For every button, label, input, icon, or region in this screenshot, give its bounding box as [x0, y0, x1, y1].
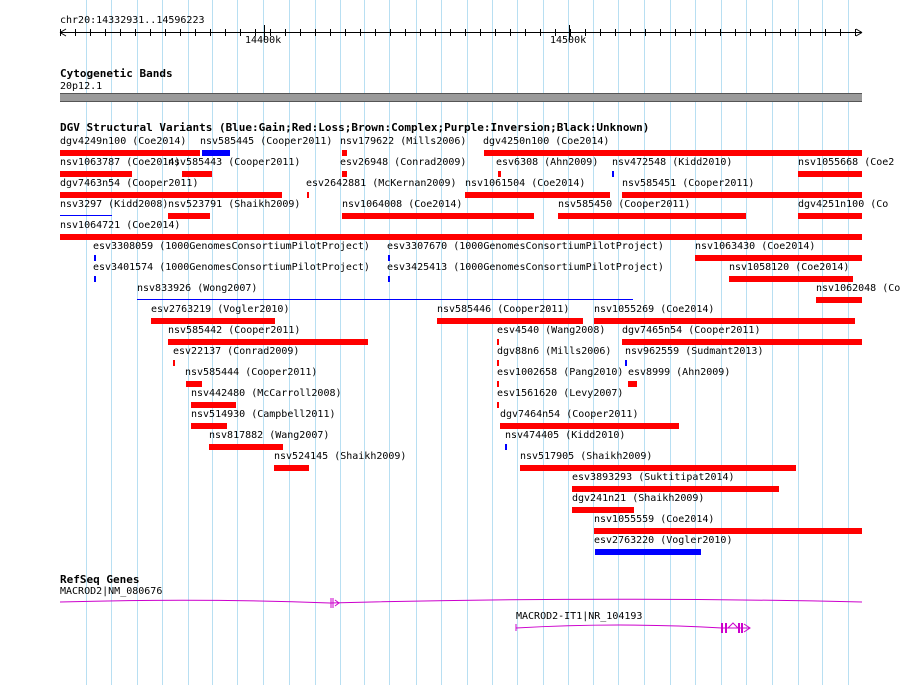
variant-label[interactable]: nsv179622 (Mills2006) — [340, 136, 467, 147]
variant-bar-loss[interactable] — [484, 150, 862, 156]
variant-label[interactable]: nsv1062048 (Co — [816, 283, 900, 294]
variant-label[interactable]: esv26948 (Conrad2009) — [340, 157, 467, 168]
variant-label[interactable]: nsv585443 (Cooper2011) — [168, 157, 301, 168]
variant-label[interactable]: nsv1063430 (Coe2014) — [695, 241, 816, 252]
variant-label[interactable]: nsv1063787 (Coe2014) — [60, 157, 181, 168]
variant-label[interactable]: dgv88n6 (Mills2006) — [497, 346, 612, 357]
variant-bar-loss[interactable] — [465, 192, 610, 198]
variant-label[interactable]: esv3307670 (1000GenomesConsortiumPilotProject) — [387, 241, 664, 252]
variant-label[interactable]: dgv7464n54 (Cooper2011) — [500, 409, 639, 420]
variant-bar-loss[interactable] — [209, 444, 283, 450]
variant-label[interactable]: esv3308059 (1000GenomesConsortiumPilotProject) — [93, 241, 370, 252]
variant-bar-loss[interactable] — [594, 528, 862, 534]
variant-label[interactable]: nsv585451 (Cooper2011) — [622, 178, 755, 189]
variant-label[interactable]: nsv517905 (Shaikh2009) — [520, 451, 653, 462]
variant-bar-loss[interactable] — [342, 150, 347, 156]
cytoband-label: 20p12.1 — [60, 81, 103, 92]
variant-bar-gain[interactable] — [94, 255, 96, 261]
variant-bar-loss[interactable] — [60, 150, 200, 156]
variant-label[interactable]: dgv4249n100 (Coe2014) — [60, 136, 187, 147]
variant-bar-loss[interactable] — [520, 465, 796, 471]
variant-label[interactable]: esv3893293 (Suktitipat2014) — [572, 472, 735, 483]
variant-label[interactable]: esv6308 (Ahn2009) — [496, 157, 599, 168]
variant-label[interactable]: dgv4250n100 (Coe2014) — [483, 136, 610, 147]
variant-bar-loss[interactable] — [622, 339, 862, 345]
variant-bar-gain[interactable] — [202, 150, 230, 156]
variant-label[interactable]: nsv585450 (Cooper2011) — [558, 199, 691, 210]
cytoband-bar[interactable] — [60, 93, 862, 102]
variant-label[interactable]: nsv817882 (Wang2007) — [209, 430, 330, 441]
gene-label: MACROD2|NM_080676 — [60, 586, 163, 597]
variant-bar-loss[interactable] — [342, 171, 347, 177]
variant-label[interactable]: nsv833926 (Wong2007) — [137, 283, 258, 294]
variant-label[interactable]: nsv962559 (Sudmant2013) — [625, 346, 764, 357]
variant-label[interactable]: nsv1064721 (Coe2014) — [60, 220, 181, 231]
variant-label[interactable]: esv1561620 (Levy2007) — [497, 388, 624, 399]
refseq-track-title: RefSeq Genes — [60, 573, 140, 586]
location-label: chr20:14332931..14596223 — [60, 15, 205, 26]
variant-bar-loss[interactable] — [497, 339, 499, 345]
variant-label[interactable]: esv2763220 (Vogler2010) — [594, 535, 733, 546]
variant-bar-loss[interactable] — [498, 171, 501, 177]
variant-bar-loss[interactable] — [594, 318, 855, 324]
variant-bar-loss[interactable] — [497, 381, 499, 387]
variant-label[interactable]: nsv585446 (Cooper2011) — [437, 304, 570, 315]
variant-bar-loss[interactable] — [622, 192, 862, 198]
variant-label[interactable]: nsv1055559 (Coe2014) — [594, 514, 715, 525]
variant-bar-gain[interactable] — [625, 360, 627, 366]
ruler-tick-label: 14400k — [245, 35, 282, 46]
variant-bar-loss[interactable] — [191, 402, 236, 408]
variant-bar-loss[interactable] — [60, 234, 862, 240]
variant-label[interactable]: esv3401574 (1000GenomesConsortiumPilotProject) — [93, 262, 370, 273]
variant-bar-loss[interactable] — [151, 318, 275, 324]
variant-bar-loss[interactable] — [173, 360, 175, 366]
variant-bar-loss[interactable] — [307, 192, 309, 198]
variant-label[interactable]: dgv4251n100 (Co — [798, 199, 889, 210]
variant-label[interactable]: nsv524145 (Shaikh2009) — [274, 451, 407, 462]
variant-label[interactable]: nsv523791 (Shaikh2009) — [168, 199, 301, 210]
variant-bar-loss[interactable] — [500, 423, 679, 429]
variant-label[interactable]: dgv241n21 (Shaikh2009) — [572, 493, 705, 504]
variant-bar-loss[interactable] — [191, 423, 227, 429]
variant-label[interactable]: nsv442480 (McCarroll2008) — [191, 388, 342, 399]
variant-bar-loss[interactable] — [437, 318, 583, 324]
variant-bar-loss[interactable] — [168, 339, 368, 345]
variant-label[interactable]: nsv1061504 (Coe2014) — [465, 178, 586, 189]
variant-bar-gain[interactable] — [595, 549, 701, 555]
variant-bar-loss[interactable] — [60, 192, 282, 198]
variant-bar-loss[interactable] — [798, 213, 862, 219]
variant-label[interactable]: esv4540 (Wang2008) — [497, 325, 606, 336]
variant-bar-loss[interactable] — [628, 381, 637, 387]
variant-label[interactable]: esv22137 (Conrad2009) — [173, 346, 300, 357]
variant-bar-loss[interactable] — [558, 213, 746, 219]
variant-label[interactable]: esv2763219 (Vogler2010) — [151, 304, 290, 315]
variant-bar-gain[interactable] — [388, 255, 390, 261]
variant-bar-loss[interactable] — [168, 213, 210, 219]
variant-bar-gain[interactable] — [60, 215, 112, 216]
variant-label[interactable]: nsv1058120 (Coe2014) — [729, 262, 850, 273]
variant-bar-gain[interactable] — [388, 276, 390, 282]
variant-label[interactable]: nsv514930 (Campbell2011) — [191, 409, 336, 420]
variant-bar-loss[interactable] — [497, 402, 499, 408]
variant-bar-loss[interactable] — [60, 171, 132, 177]
variant-bar-loss[interactable] — [182, 171, 212, 177]
variant-bar-loss[interactable] — [729, 276, 853, 282]
variant-label[interactable]: nsv1055269 (Coe2014) — [594, 304, 715, 315]
variant-bar-loss[interactable] — [274, 465, 309, 471]
variant-bar-gain[interactable] — [612, 171, 614, 177]
variant-label[interactable]: nsv474405 (Kidd2010) — [505, 430, 626, 441]
variant-label[interactable]: nsv585445 (Cooper2011) — [200, 136, 333, 147]
gene-label: MACROD2-IT1|NR_104193 — [516, 611, 643, 622]
dgv-track-title: DGV Structural Variants (Blue:Gain;Red:Loss;Brown:Complex;Purple:Inversion;Black:Unknown) — [60, 121, 650, 134]
variant-bar-loss[interactable] — [186, 381, 202, 387]
ruler[interactable] — [0, 0, 890, 60]
variant-label[interactable]: esv3425413 (1000GenomesConsortiumPilotProject) — [387, 262, 664, 273]
cytoband-track-title: Cytogenetic Bands — [60, 67, 173, 80]
variant-bar-loss[interactable] — [572, 507, 634, 513]
variant-bar-loss[interactable] — [695, 255, 862, 261]
variant-bar-loss[interactable] — [497, 360, 499, 366]
variant-bar-loss[interactable] — [798, 171, 862, 177]
variant-label[interactable]: nsv3297 (Kidd2008) — [60, 199, 169, 210]
variant-bar-loss[interactable] — [572, 486, 779, 492]
variant-label[interactable]: nsv1055668 (Coe2 — [798, 157, 895, 168]
variant-bar-gain[interactable] — [94, 276, 96, 282]
variant-label[interactable]: esv1002658 (Pang2010) — [497, 367, 624, 378]
variant-label[interactable]: nsv585444 (Cooper2011) — [185, 367, 318, 378]
variant-label[interactable]: nsv1064008 (Coe2014) — [342, 199, 463, 210]
variant-label[interactable]: dgv7463n54 (Cooper2011) — [60, 178, 199, 189]
ruler-tick-label: 14500k — [550, 35, 587, 46]
variant-label[interactable]: nsv585442 (Cooper2011) — [168, 325, 301, 336]
variant-bar-loss[interactable] — [342, 213, 534, 219]
variant-bar-loss[interactable] — [816, 297, 862, 303]
variant-bar-gain[interactable] — [505, 444, 507, 450]
variant-label[interactable]: esv2642881 (McKernan2009) — [306, 178, 457, 189]
variant-label[interactable]: esv8999 (Ahn2009) — [628, 367, 731, 378]
variant-bar-gain[interactable] — [137, 299, 633, 300]
variant-label[interactable]: nsv472548 (Kidd2010) — [612, 157, 733, 168]
variant-label[interactable]: dgv7465n54 (Cooper2011) — [622, 325, 761, 336]
